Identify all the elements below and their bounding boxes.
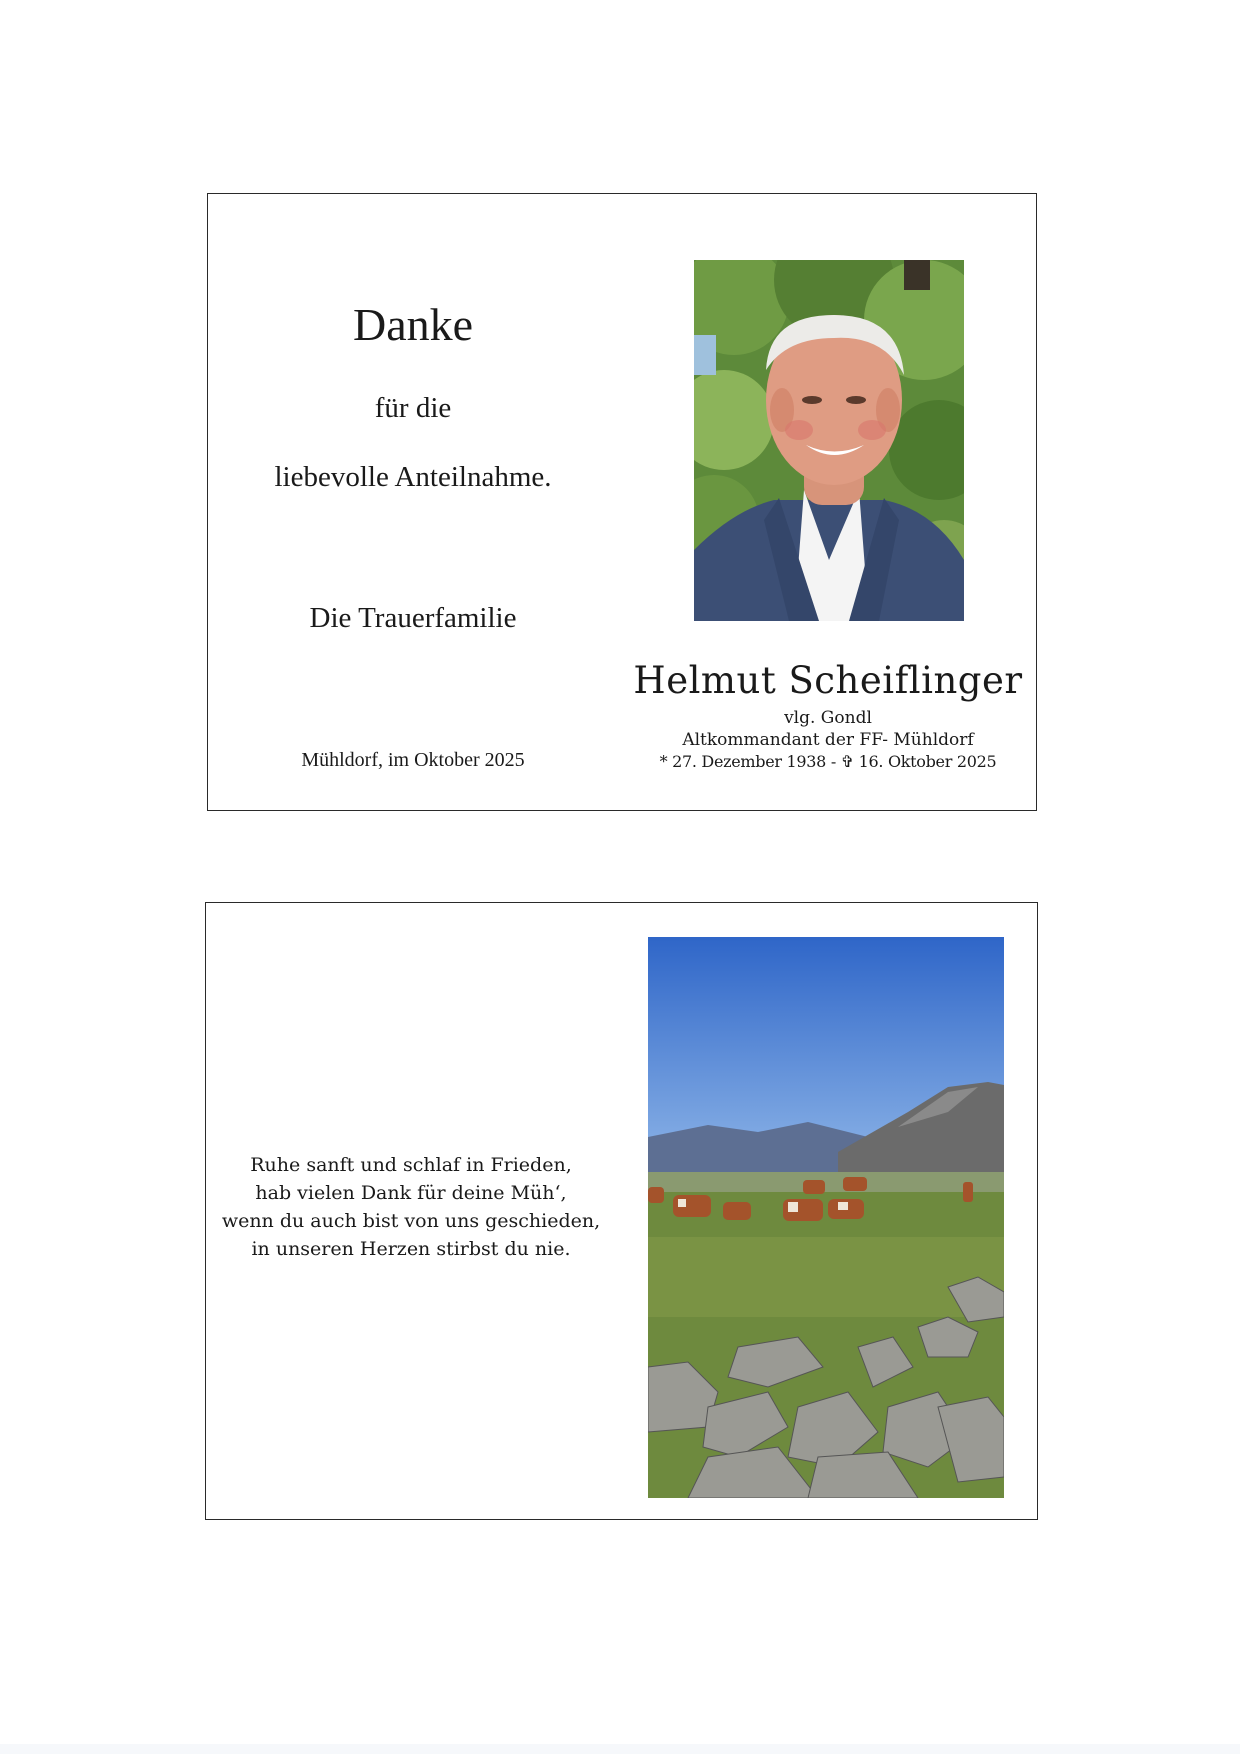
card-subtitle-line2: liebevolle Anteilnahme. <box>274 461 552 493</box>
poem-line: wenn du auch bist von uns geschieden, <box>221 1210 601 1232</box>
poem-line: in unseren Herzen stirbst du nie. <box>251 1238 571 1260</box>
family-signature: Die Trauerfamilie <box>309 602 517 634</box>
alpine-landscape-photo <box>648 937 1004 1498</box>
poem-line: hab vielen Dank für deine Müh‘, <box>255 1182 567 1204</box>
card-subtitle-line1: für die <box>374 392 452 424</box>
deceased-role: Altkommandant der FF- Mühldorf <box>682 730 974 750</box>
life-dates: * 27. Dezember 1938 - ✞ 16. Oktober 2025 <box>659 752 997 771</box>
memorial-poem <box>206 1151 616 1263</box>
thank-you-card <box>207 193 1037 811</box>
deceased-alias: vlg. Gondl <box>784 708 872 728</box>
poem-card <box>205 902 1038 1520</box>
portrait-photo <box>694 260 964 621</box>
card-title: Danke <box>352 299 474 350</box>
poem-line: Ruhe sanft und schlaf in Frieden, <box>250 1154 572 1176</box>
deceased-name: Helmut Scheiflinger <box>633 659 1023 702</box>
place-date: Mühldorf, im Oktober 2025 <box>301 749 525 771</box>
scan-edge <box>0 1744 1240 1754</box>
